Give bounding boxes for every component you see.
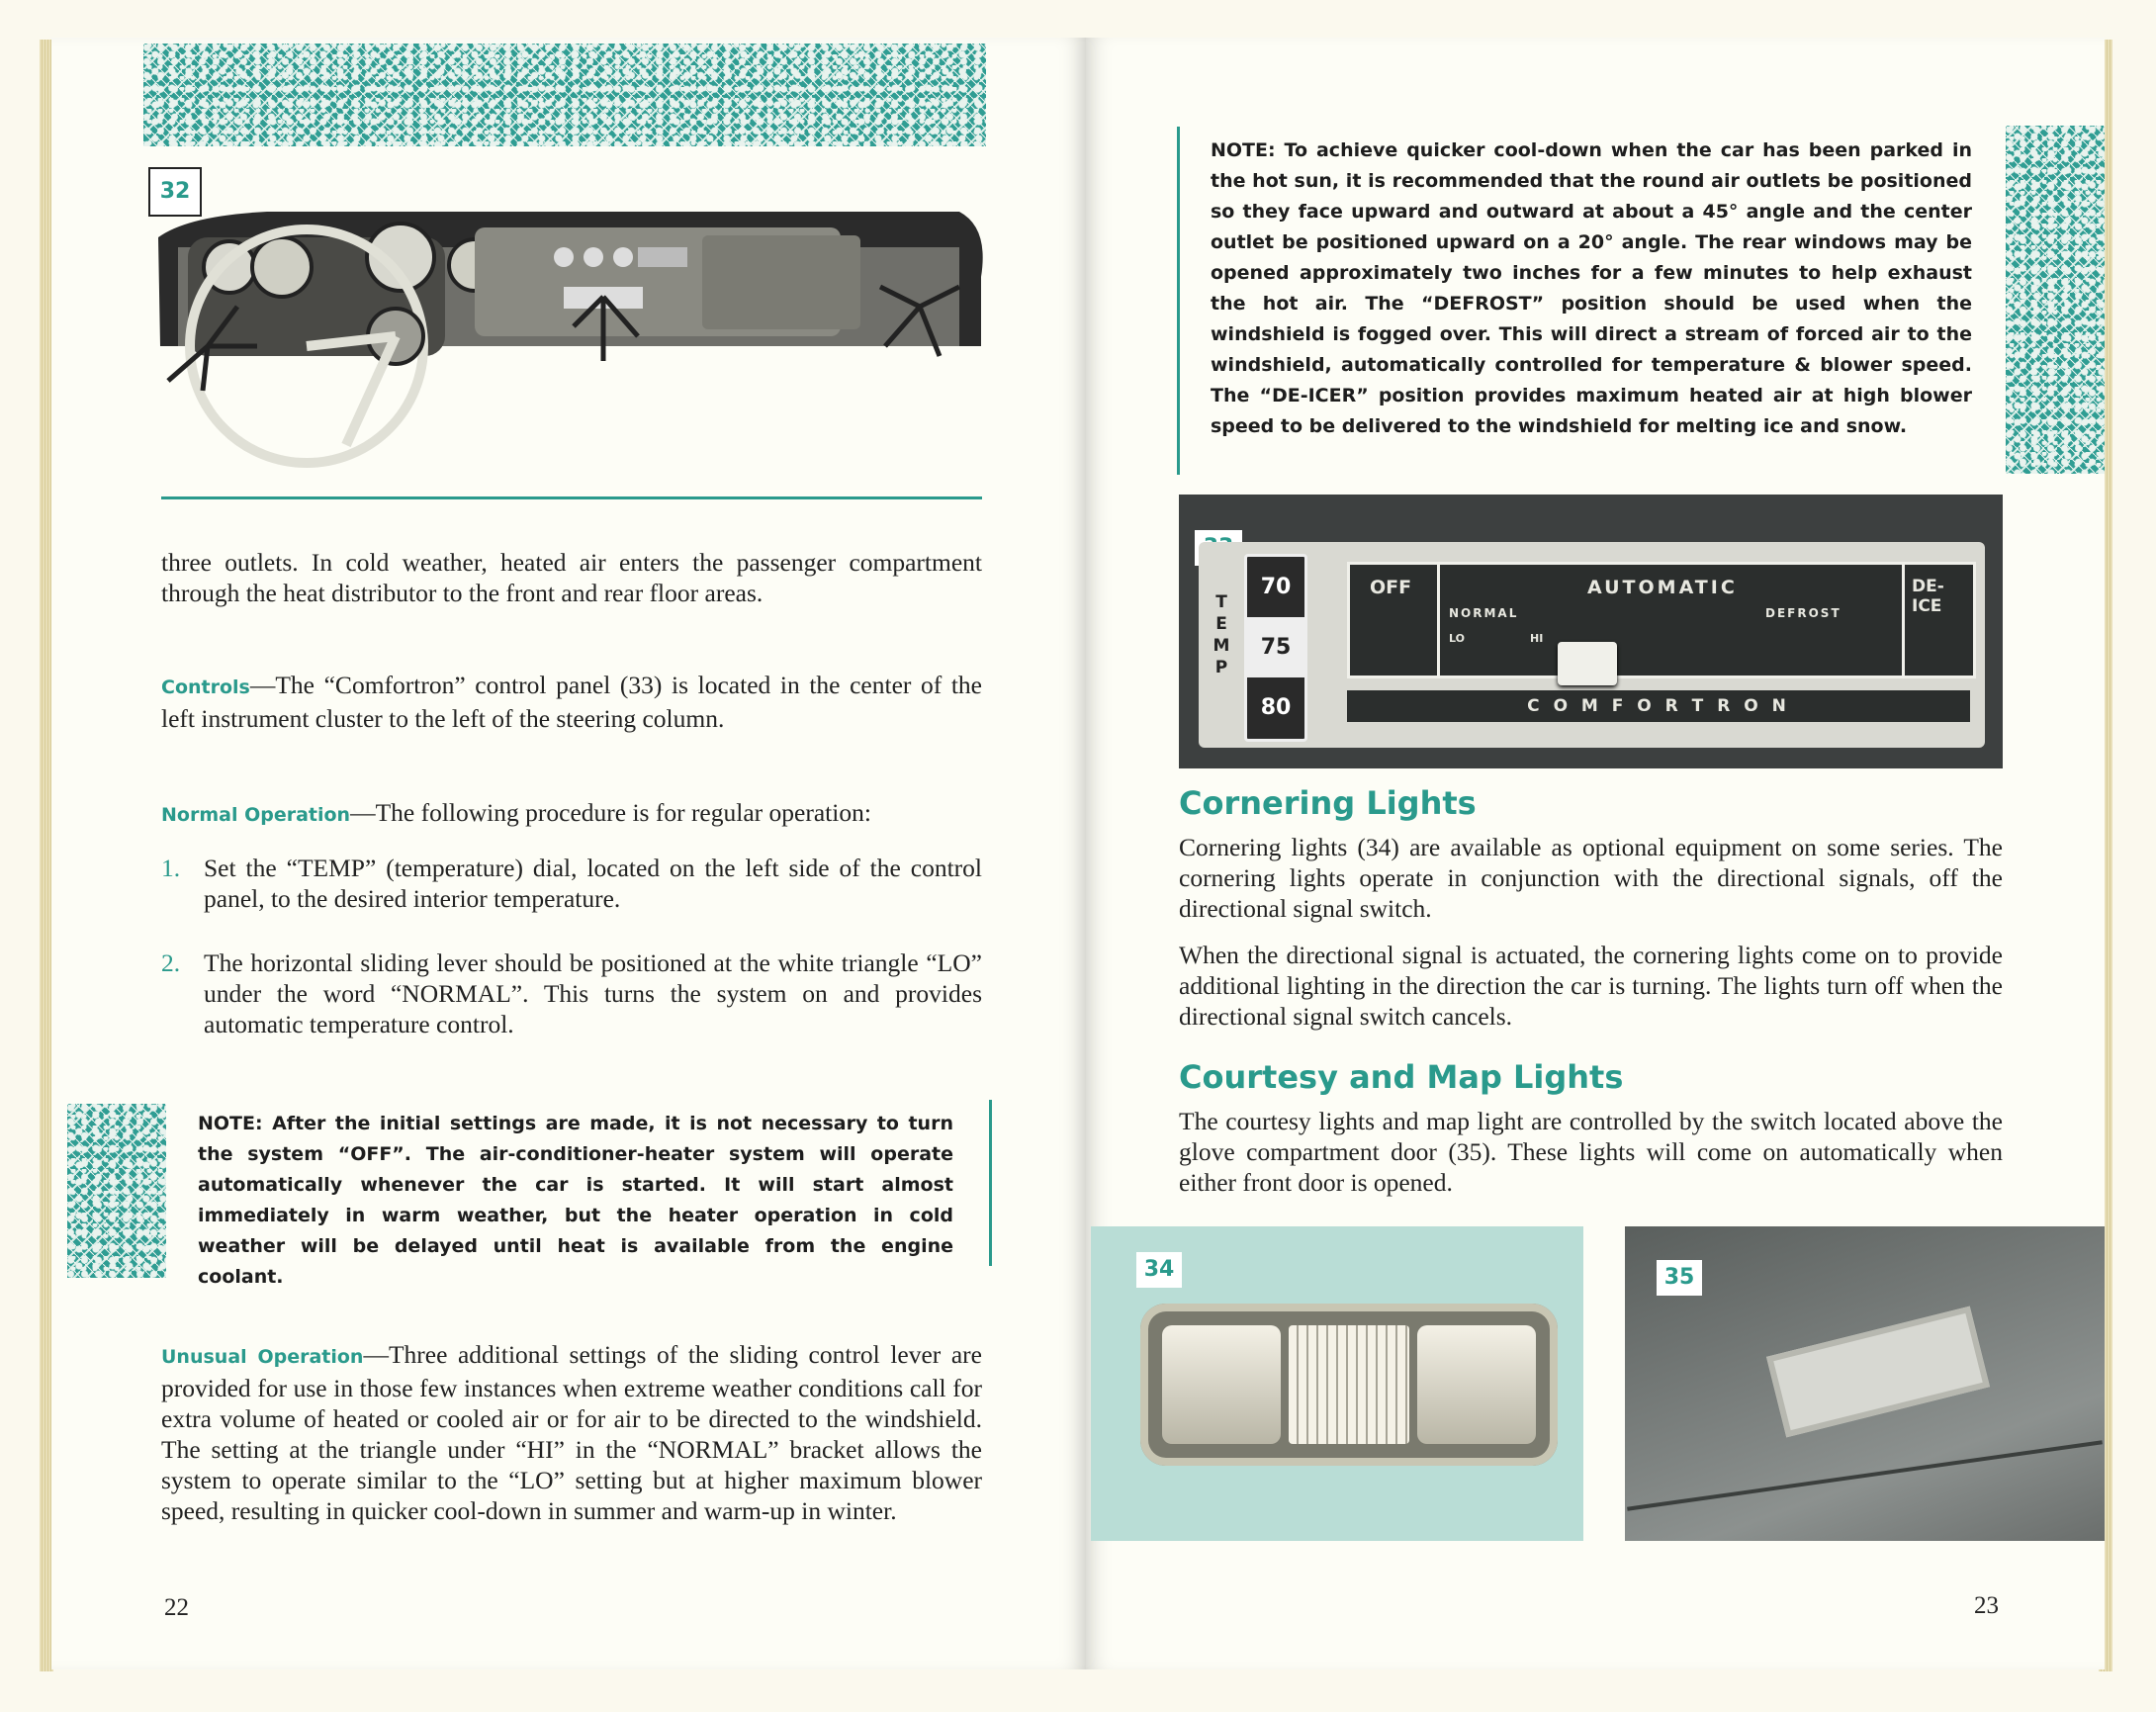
temp-values [1247,557,1304,738]
normal-operation-text: —The following procedure is for regular operation: [350,798,871,827]
paragraph-controls [161,670,982,734]
temp-value: 80 [1260,695,1292,720]
unusual-operation-lead: Unusual Operation [161,1346,364,1368]
note-text: To achieve quicker cool-down when the car has been parked in the hot sun, it is recommended that the round air outlets be positioned so they face upward and outward at about a 45° angle and the center outlet be positioned upward on a 20° angle. The rear windows may be opened approximately two inches for a few minutes to help exhaust the hot air. The “DEFROST” position should be used when the windshield is fogged over. This will direct a stream of forced air to the windshield, automatically controlled for temperature & blower speed. The “DE-ICER” position provides maximum heated air at high blower speed to be delivered to the windshield for melting ice and snow. [1211,139,1972,437]
note-text: After the initial settings are made, it is not necessary to turn the system “OFF”. The air-conditioner-heater system will operate automatically whenever the car is started. It will start almost immediately in warm weather, but the heater operation in cold weather will be delayed until heat is available from the engine coolant. [198,1113,953,1288]
comfortron-label: C O M F O R T R O N [1347,690,1970,722]
lens-right [1417,1325,1536,1444]
section-heading: Cornering Lights [1179,784,1477,822]
cornering-light-photo [1091,1226,1583,1541]
trim-line [1627,1440,2103,1510]
panel-face [1199,542,1985,748]
page-number: 23 [1974,1592,1999,1619]
deice-label: DE-ICE [1912,577,1944,616]
divider [1437,565,1440,676]
figure-number: 34 [1136,1252,1182,1288]
hi-label: HI [1530,632,1544,645]
courtesy-light-photo [1625,1226,2105,1541]
temp-value: 70 [1260,575,1292,599]
paragraph-unusual-operation [161,1339,982,1526]
temp-value-selected: 75 [1247,617,1304,677]
note-rule [989,1100,992,1266]
paragraph-intro: three outlets. In cold weather, heated air enters the passenger compartment through the heat distributor to the front and rear floor areas. [161,548,982,607]
section-rule [161,496,982,499]
step-1 [161,853,982,914]
note-box [1211,135,1972,442]
decorative-pattern-note [67,1104,166,1278]
automatic-label: AUTOMATIC [1587,577,1738,598]
temp-letter: P [1214,658,1228,677]
paragraph-cornering-1: Cornering lights (34) are available as optional equipment on some series. The cornering lights operate in conjunction with the directional signals, off the directional signal switch. [1179,833,2003,923]
figure-number: 35 [1657,1260,1702,1296]
defrost-label: DEFROST [1765,606,1842,620]
light-housing [1140,1304,1558,1466]
paragraph-courtesy: The courtesy lights and map light are controlled by the switch located above the glove compartment door (35). These lights will come on automatically when either front door is opened. [1179,1107,2003,1197]
section-heading: Courtesy and Map Lights [1179,1058,1624,1096]
page-number: 22 [164,1594,189,1621]
controls-lead: Controls [161,676,250,698]
step-number: 2. [161,948,181,977]
temp-label [1211,591,1232,678]
temp-letter: E [1215,614,1227,634]
note-rule [1177,127,1180,475]
temp-letter: M [1213,636,1230,656]
off-label: OFF [1370,577,1412,598]
note-label: NOTE: [1211,139,1276,161]
dashboard-illustration [148,198,989,495]
normal-operation-lead: Normal Operation [161,804,351,826]
map-light-fixture [1766,1307,1990,1438]
step-number: 1. [161,854,181,882]
comfortron-panel-photo [1179,495,2003,768]
sliding-lever[interactable] [1558,642,1617,685]
unusual-operation-text: —Three additional settings of the sliding control lever are provided for use in those few instances when extreme weather conditions call for extra volume of heated or cooled air or for air to be directed to the windshield. The setting at the triangle under “HI” in the “NORMAL” bracket allows the system to operate similar to the “LO” setting but at higher maximum blower speed, resulting in quicker cool-down in summer and warm-up in winter. [161,1340,982,1525]
temp-dial[interactable] [1244,554,1307,742]
figure-number: 32 [148,167,202,217]
paragraph-cornering-2: When the directional signal is actuated, the cornering lights come on to provide additional lighting in the direction the car is turning. The lights turn off when the directional signal switch cancels. [1179,941,2003,1031]
lo-label: LO [1449,632,1465,645]
divider [1902,565,1905,676]
step-2 [161,947,982,1039]
decorative-pattern-right [2006,126,2105,474]
lens-center [1289,1325,1409,1444]
controls-text: —The “Comfortron” control panel (33) is located in the center of the left instrument cluster to the left of the steering column. [161,671,982,733]
note-label: NOTE: [198,1113,263,1134]
step-text: Set the “TEMP” (temperature) dial, located on the left side of the control panel, to the desired interior temperature. [204,854,982,913]
paragraph-normal-operation [161,797,982,831]
step-text: The horizontal sliding lever should be positioned at the white triangle “LO” under the word “NORMAL”. This turns the system on and provides automatic temperature control. [204,948,982,1038]
mode-window [1347,562,1976,678]
normal-label: NORMAL [1449,606,1519,620]
note-box [198,1109,953,1293]
temp-letter: T [1215,592,1227,612]
lens-left [1162,1325,1281,1444]
decorative-pattern-top [143,44,986,146]
